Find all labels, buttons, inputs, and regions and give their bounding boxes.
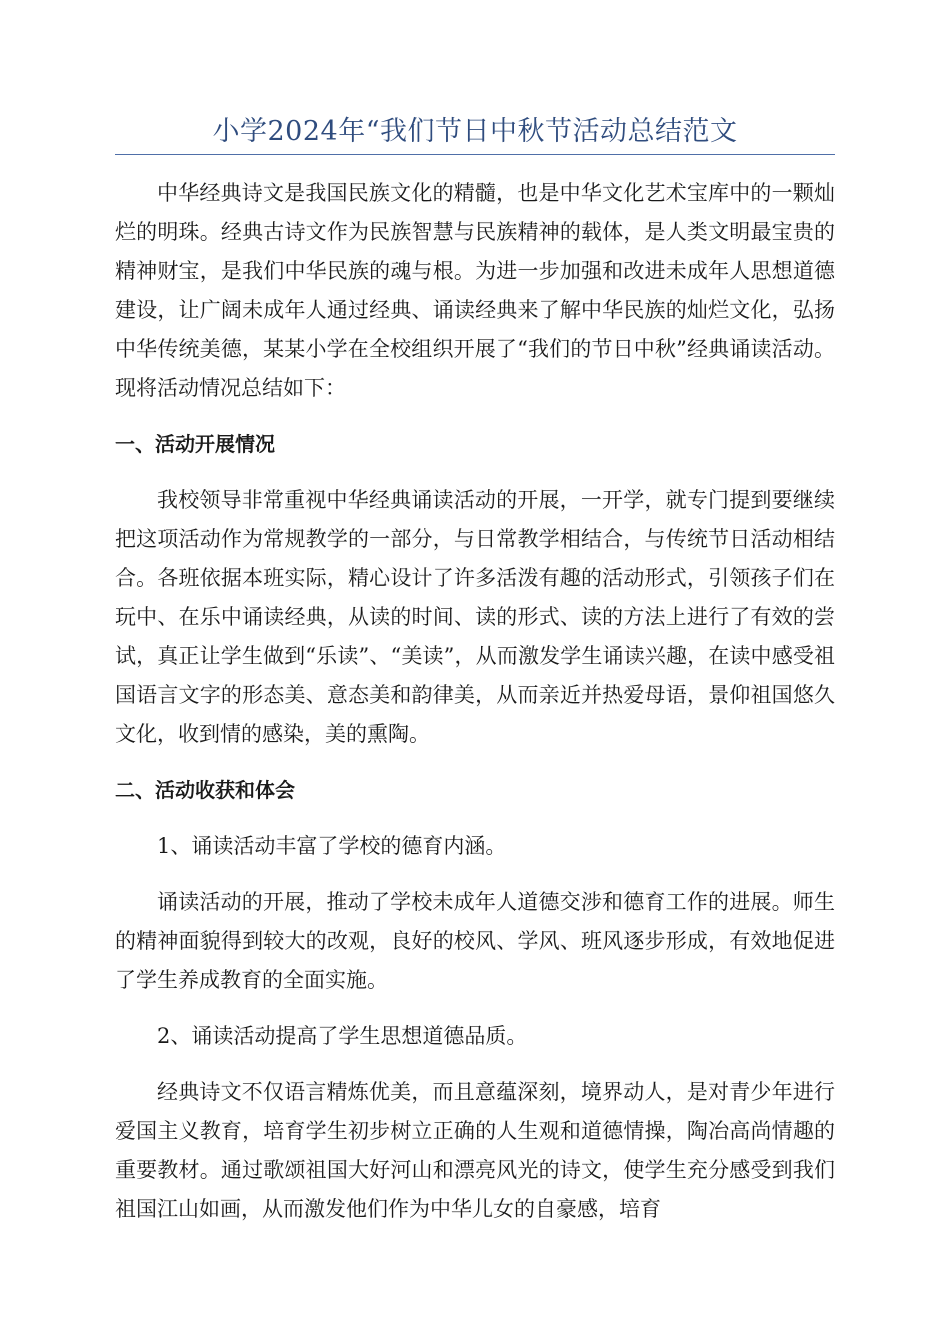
- point2-paragraph: 经典诗文不仅语言精炼优美，而且意蕴深刻，境界动人，是对青少年进行爱国主义教育，培育学生初步树立正确的人生观和道德情操，陶冶高尚情趣的重要教材。通过歌颂祖国大好河山和漂亮风光的诗文，使学生充分感受到我们祖国江山如画，从而激发他们作为中华儿女的自豪感，培育: [115, 1080, 835, 1221]
- point1-title: 1、诵读活动丰富了学校的德育内涵。: [157, 834, 507, 858]
- section1-paragraph: 我校领导非常重视中华经典诵读活动的开展，一开学，就专门提到要继续把这项活动作为常规教学的一部分，与日常教学相结合，与传统节日活动相结合。各班依据本班实际，精心设计了许多活泼有趣的活动形式，引领孩子们在玩中、在乐中诵读经典，从读的时间、读的形式、读的方法上进行了有效的尝试，真正让学生做到“乐读”、“美读”，从而激发学生诵读兴趣，在读中感受祖国语言文字的形态美、意态美和韵律美，从而亲近并热爱母语，景仰祖国悠久文化，收到情的感染，美的熏陶。: [115, 488, 835, 746]
- section-heading-2: 二、活动收获和体会: [115, 778, 295, 802]
- document-body: [115, 174, 835, 1246]
- point2-title: 2、诵读活动提高了学生思想道德品质。: [157, 1024, 528, 1048]
- title-underline: [115, 154, 835, 155]
- intro-paragraph: 中华经典诗文是我国民族文化的精髓，也是中华文化艺术宝库中的一颗灿烂的明珠。经典古诗文作为民族智慧与民族精神的载体，是人类文明最宝贵的精神财宝，是我们中华民族的魂与根。为进一步加强和改进未成年人思想道德建设，让广阔未成年人通过经典、诵读经典来了解中华民族的灿烂文化，弘扬中华传统美德，某某小学在全校组织开展了“我们的节日中秋”经典诵读活动。现将活动情况总结如下：: [115, 181, 835, 400]
- document-title: 小学2024年“我们节日中秋节活动总结范文: [212, 116, 738, 147]
- section-heading-1: 一、活动开展情况: [115, 432, 275, 456]
- point1-paragraph: 诵读活动的开展，推动了学校未成年人道德交涉和德育工作的进展。师生的精神面貌得到较大的改观，良好的校风、学风、班风逐步形成，有效地促进了学生养成教育的全面实施。: [115, 890, 835, 992]
